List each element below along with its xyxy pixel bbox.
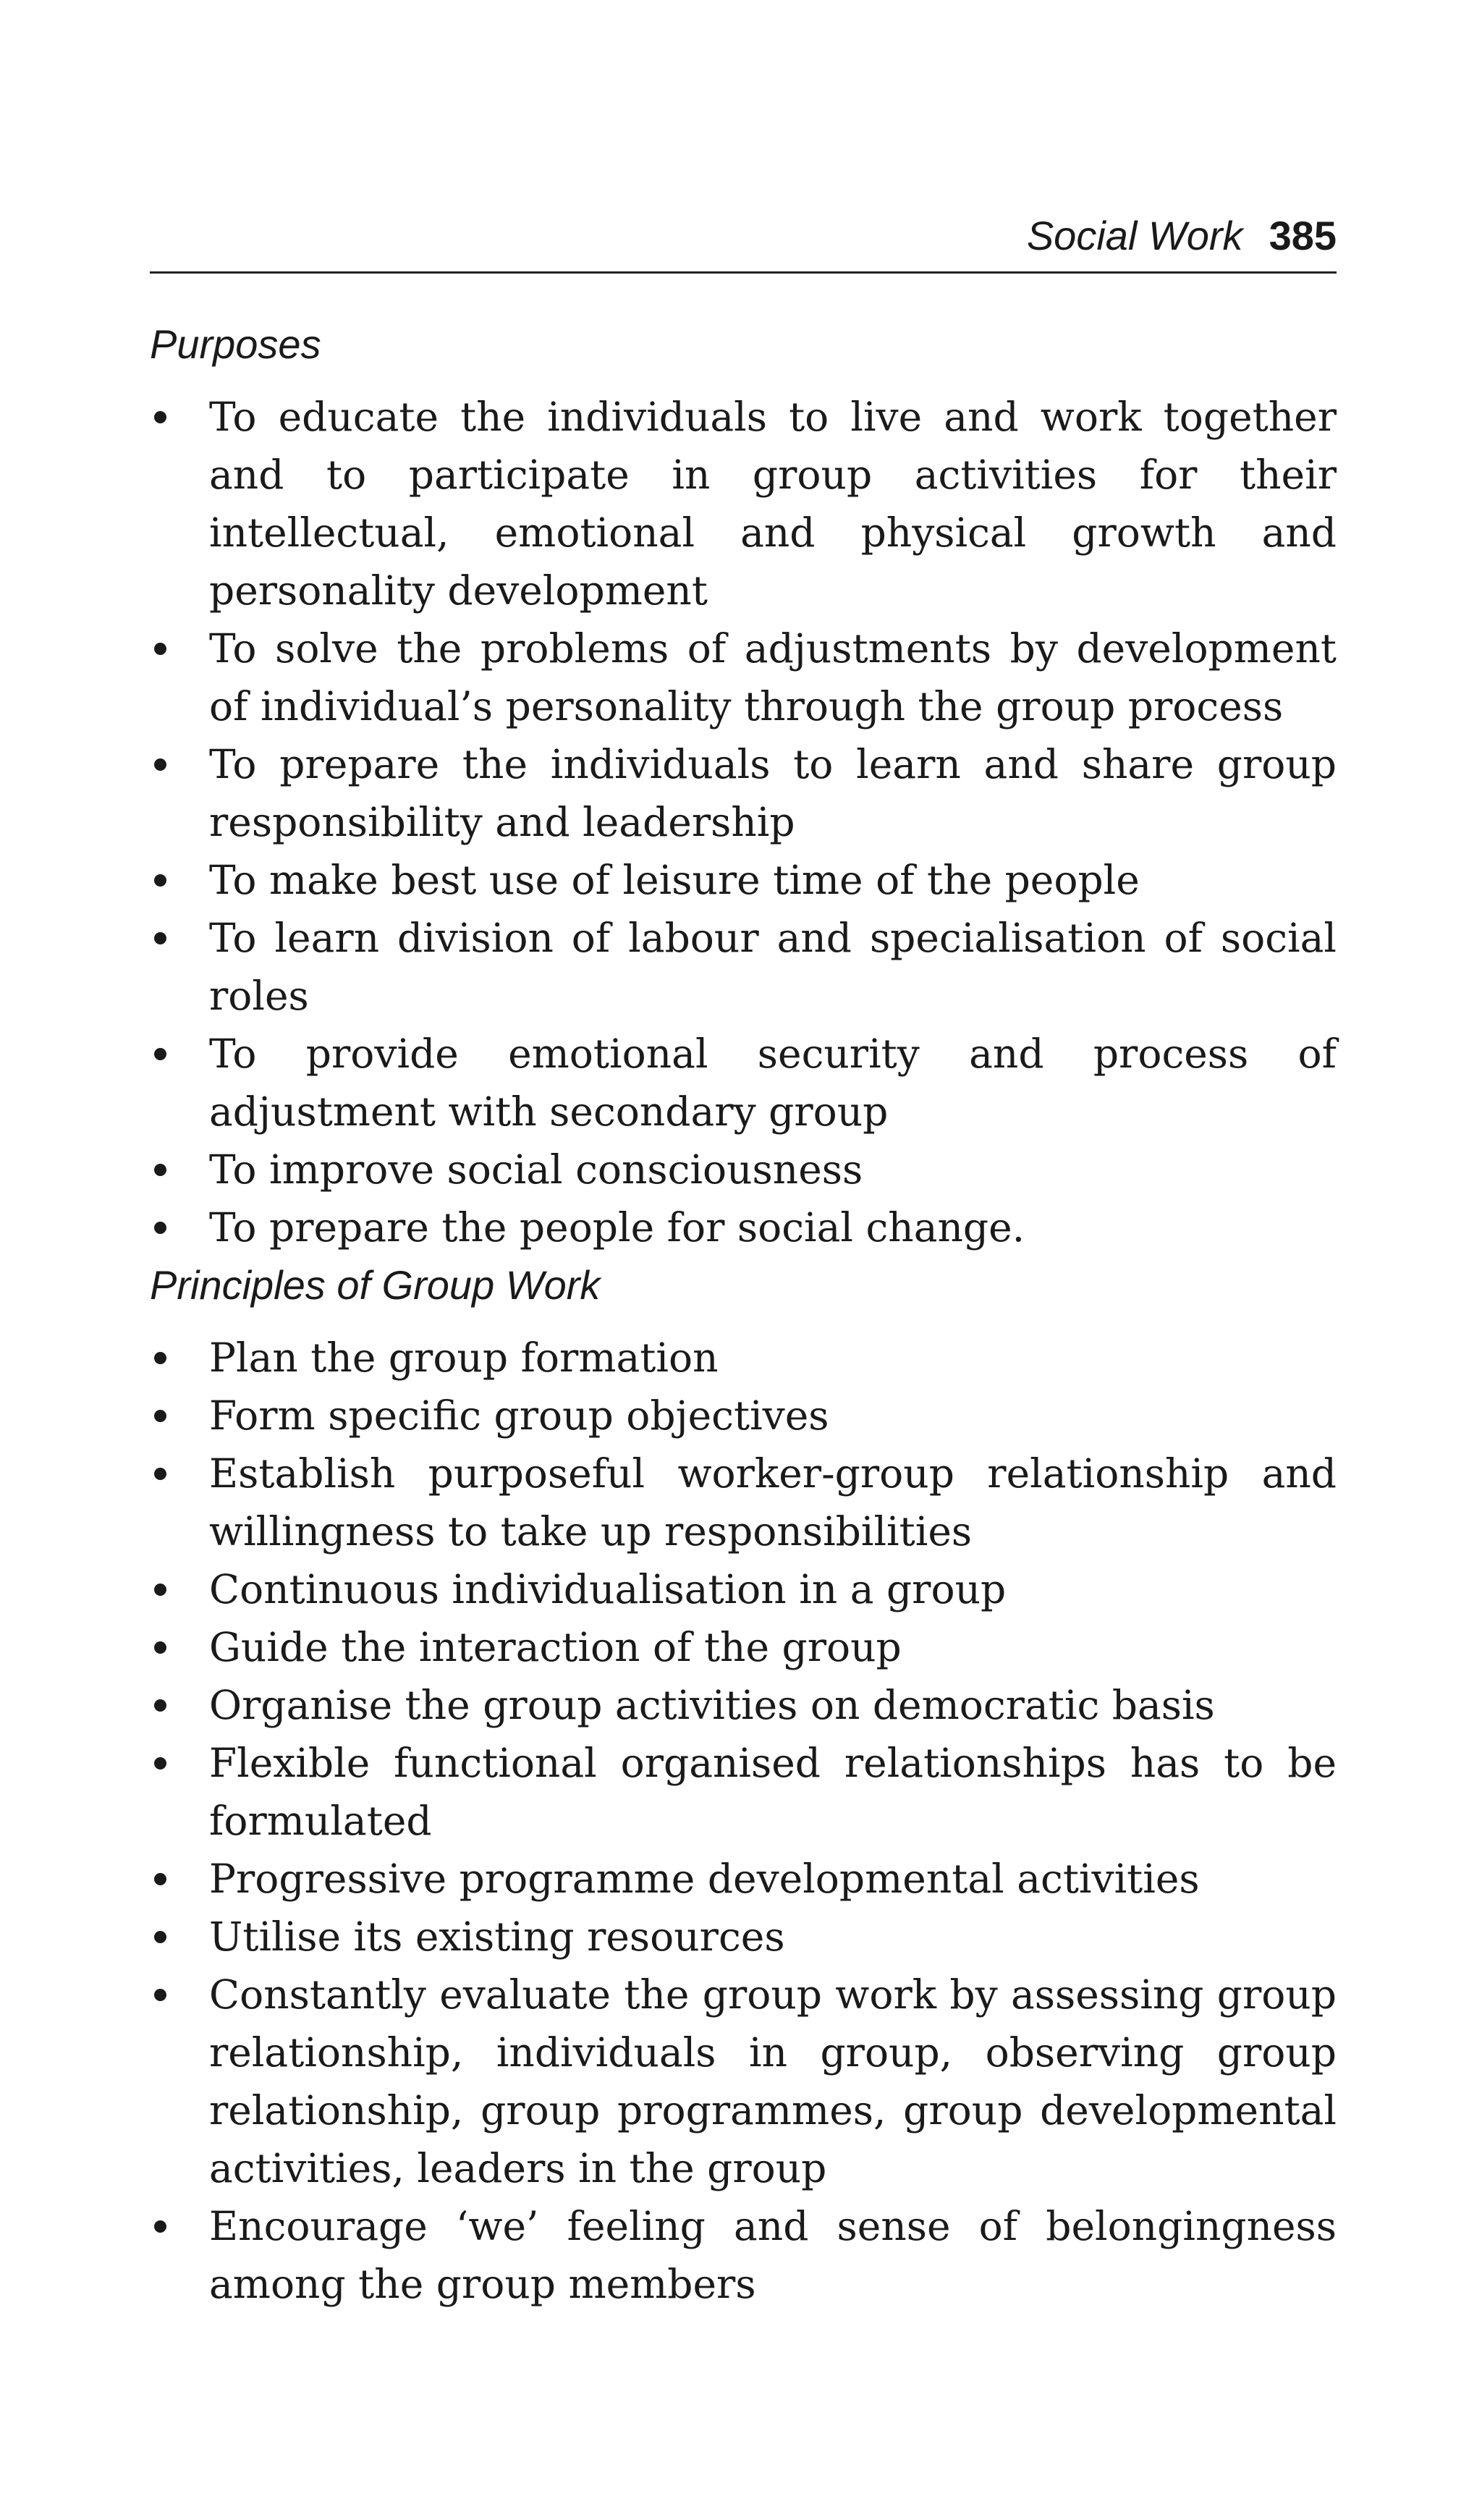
list-item-text: Guide the interaction of the group [209,1624,902,1670]
list-item-text: To prepare the individuals to learn and share group responsibility and leadership [209,741,1337,845]
list-item-text: Continuous individualisation in a group [209,1566,1007,1612]
page-number: 385 [1269,213,1337,258]
list-item [150,1676,1337,1734]
purposes-list [150,388,1337,1256]
list-item [150,620,1337,735]
list-item [150,1560,1337,1618]
list-item-text: To solve the problems of adjustments by development of individual’s personality through the group process [209,625,1337,730]
list-item-text: Constantly evaluate the group work by assessing group relationship, individuals in group, observing group relationship, group programmes, group developmental activities, leaders in the group [209,1971,1337,2191]
section-title: Social Work [1026,213,1243,258]
list-item-text: To learn division of labour and specialisation of social roles [209,915,1337,1019]
list-item [150,909,1337,1025]
list-item-text: Flexible functional organised relationships has to be formulated [209,1740,1337,1844]
list-item-text: To improve social consciousness [209,1146,863,1193]
header-rule [150,271,1337,274]
list-item [150,851,1337,909]
list-item-text: Organise the group activities on democratic basis [209,1682,1215,1728]
principles-heading: Principles of Group Work [150,1262,601,1308]
list-item [150,2197,1337,2313]
list-item-text: To make best use of leisure time of the people [209,857,1140,903]
list-item-text: Establish purposeful worker-group relationship and willingness to take up responsibilities [209,1450,1337,1555]
list-item-text: Encourage ‘we’ feeling and sense of belongingness among the group members [209,2203,1337,2307]
list-item-text: To educate the individuals to live and work together and to participate in group activities for their intellectual, emotional and physical growth and personality development [209,394,1337,614]
list-item-text: To provide emotional security and process of adjustment with secondary group [209,1031,1337,1135]
list-item [150,1850,1337,1908]
list-item-text: To prepare the people for social change. [209,1204,1025,1251]
list-item [150,1908,1337,1966]
list-item-text: Plan the group formation [209,1335,719,1381]
list-item [150,1141,1337,1198]
list-item [150,1734,1337,1850]
list-item [150,1445,1337,1560]
list-item-text: Utilise its existing resources [209,1914,785,1960]
principles-list [150,1329,1337,2313]
list-item-text: Form specific group objectives [209,1392,829,1439]
list-item [150,1966,1337,2197]
list-item [150,1198,1337,1256]
running-head [1026,213,1337,258]
list-item [150,388,1337,620]
list-item [150,735,1337,851]
list-item [150,1618,1337,1676]
list-item [150,1387,1337,1445]
list-item [150,1329,1337,1387]
list-item [150,1025,1337,1141]
purposes-heading: Purposes [150,321,321,367]
list-item-text: Progressive programme developmental activities [209,1856,1200,1902]
